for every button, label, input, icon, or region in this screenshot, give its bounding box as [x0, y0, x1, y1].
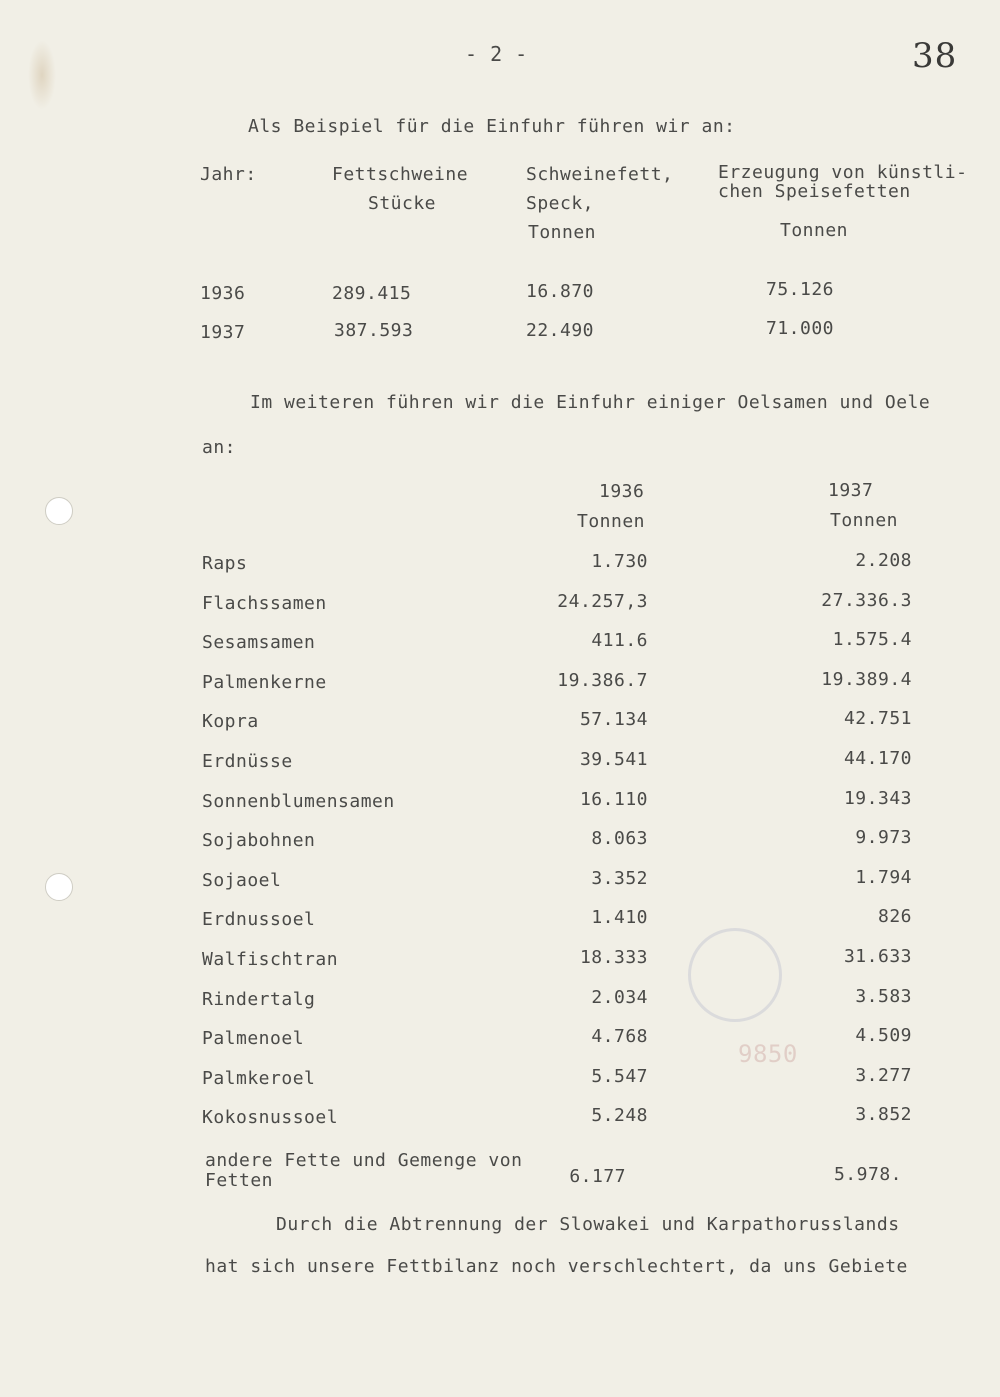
table2-row-1936: 1.730: [591, 551, 648, 572]
table1-header-pigs-line1: Fettschweine: [332, 164, 469, 185]
table2-row-1937: 31.633: [843, 946, 912, 967]
table2-row-1937: 1.575.4: [832, 629, 912, 650]
table2-row-1936: 411.6: [591, 630, 648, 651]
punch-hole-bottom: [45, 873, 73, 901]
table2-row-1936: 18.333: [579, 947, 648, 968]
table2-header-1936-unit: Tonnen: [577, 511, 646, 532]
table1-header-year: Jahr:: [200, 164, 257, 185]
faded-stamp: [688, 928, 782, 1022]
table1-header-lard-unit: Tonnen: [528, 222, 597, 243]
table2-row-name: Fetten: [205, 1170, 274, 1191]
table2-row-1936: 16.110: [579, 789, 648, 810]
table2-row-1936: 5.547: [591, 1066, 648, 1087]
table2-row-1937: 27.336.3: [821, 590, 912, 611]
paper-stain: [28, 40, 56, 110]
faded-stamp-number: 9850: [738, 1040, 798, 1068]
table2-row-name: Erdnüsse: [202, 751, 293, 772]
table2-header-1937: 1937: [828, 480, 874, 501]
table2-row-name: Erdnussoel: [202, 909, 316, 930]
table2-row-1937: 5.978.: [833, 1164, 902, 1185]
paragraph-line: an:: [202, 437, 237, 458]
table2-row-1936: 57.134: [579, 709, 648, 730]
table2-row-1937: 3.583: [855, 986, 912, 1007]
intro-text: Als Beispiel für die Einfuhr führen wir an:: [248, 116, 736, 137]
table2-header-1936: 1936: [599, 481, 645, 502]
table1-row-artificial: 75.126: [766, 279, 835, 300]
table2-row-1936: 6.177: [569, 1166, 626, 1187]
table2-row-1936: 3.352: [591, 868, 648, 889]
table2-row-1937: 3.277: [855, 1065, 912, 1086]
table2-row-1936: 5.248: [591, 1105, 648, 1126]
table1-row-lard: 22.490: [526, 320, 595, 341]
table2-row-name: Sojabohnen: [202, 830, 316, 851]
table2-row-1936: 1.410: [591, 907, 648, 928]
paragraph-line: Im weiteren führen wir die Einfuhr einiger Oelsamen und Oele: [250, 392, 931, 413]
table2-row-name: Sonnenblumensamen: [202, 791, 395, 812]
table2-row-1937: 4.509: [855, 1025, 912, 1046]
table1-header-artificial-line1: Erzeugung von künstli-: [718, 162, 968, 183]
punch-hole-top: [45, 497, 73, 525]
table2-row-1936: 19.386.7: [557, 670, 648, 691]
table1-header-artificial-line2: chen Speisefetten: [718, 181, 911, 202]
page-number: 38: [912, 36, 958, 76]
table1-header-lard-line2: Speck,: [526, 193, 595, 214]
table2-row-1937: 2.208: [855, 550, 912, 571]
table2-row-1936: 4.768: [591, 1026, 648, 1047]
table2-row-1936: 24.257,3: [557, 591, 648, 612]
table1-row-pigs: 387.593: [334, 320, 414, 341]
table2-row-name: Kopra: [202, 711, 259, 732]
table1-header-pigs-line2: Stücke: [368, 193, 437, 214]
table2-row-name: Sojaoel: [202, 870, 282, 891]
table2-row-1937: 9.973: [855, 827, 912, 848]
table1-row-lard: 16.870: [526, 281, 595, 302]
table2-header-1937-unit: Tonnen: [830, 510, 899, 531]
table2-row-1937: 1.794: [855, 867, 912, 888]
table2-row-name: andere Fette und Gemenge von: [205, 1150, 523, 1171]
closing-line: hat sich unsere Fettbilanz noch verschlechtert, da uns Gebiete: [205, 1256, 908, 1277]
table2-row-name: Palmkeroel: [202, 1068, 316, 1089]
table2-row-1937: 19.389.4: [821, 669, 912, 690]
table1-header-lard-line1: Schweinefett,: [526, 164, 674, 185]
table2-row-name: Raps: [202, 553, 248, 574]
table2-row-1936: 8.063: [591, 828, 648, 849]
table1-row-artificial: 71.000: [766, 318, 835, 339]
table1-row-year: 1936: [200, 283, 246, 304]
table2-row-name: Walfischtran: [202, 949, 339, 970]
table1-row-pigs: 289.415: [332, 283, 412, 304]
table2-row-name: Rindertalg: [202, 989, 316, 1010]
table2-row-1936: 39.541: [579, 749, 648, 770]
table2-row-name: Sesamsamen: [202, 632, 316, 653]
table2-row-name: Palmenkerne: [202, 672, 327, 693]
table1-header-artificial-unit: Tonnen: [780, 220, 849, 241]
table2-row-name: Flachssamen: [202, 593, 327, 614]
table2-row-name: Kokosnussoel: [202, 1107, 339, 1128]
table2-row-1937: 44.170: [843, 748, 912, 769]
table2-row-1937: 42.751: [843, 708, 912, 729]
table2-row-1937: 19.343: [843, 788, 912, 809]
closing-line: Durch die Abtrennung der Slowakei und Karpathorusslands: [276, 1214, 900, 1235]
page-marker: - 2 -: [465, 42, 528, 66]
table2-row-1936: 2.034: [591, 987, 648, 1008]
table2-row-1937: 3.852: [855, 1104, 912, 1125]
table2-row-name: Palmenoel: [202, 1028, 305, 1049]
table1-row-year: 1937: [200, 322, 246, 343]
table2-row-1937: 826: [877, 906, 912, 927]
